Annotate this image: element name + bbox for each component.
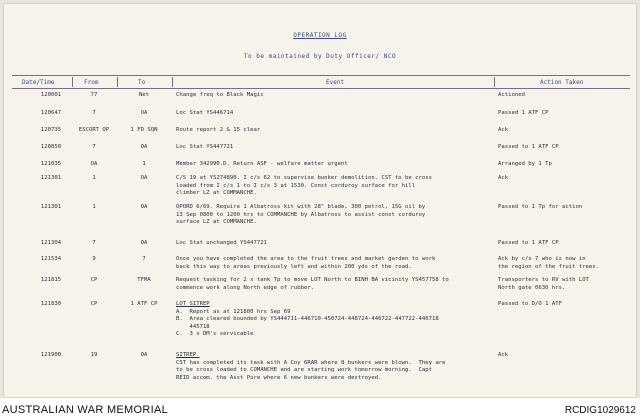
- log-to: 1 ATF CP: [130, 301, 158, 307]
- log-from: OA: [90, 161, 98, 167]
- log-datetime: 121534: [40, 256, 62, 262]
- log-to: OA: [140, 352, 148, 358]
- archive-name: AUSTRALIAN WAR MEMORIAL: [2, 404, 169, 416]
- log-datetime: 121900: [40, 352, 62, 358]
- event-line: Loc Stat unchanged YS447721: [176, 240, 267, 246]
- event-line: to be cross loaded to COMANCHE and are starting work tomorrow morning. Capt: [176, 367, 432, 374]
- log-datetime: 120647: [40, 110, 62, 116]
- log-datetime: 120001: [40, 92, 62, 98]
- page-title: OPERATION LOG: [293, 32, 347, 39]
- event-line: Loc Stat YS447721: [176, 144, 234, 150]
- column-divider: [72, 77, 73, 87]
- log-to: TFMA: [137, 277, 151, 283]
- log-from: 7: [92, 144, 96, 150]
- col-header-to: To: [138, 79, 146, 86]
- log-datetime: 121301: [40, 204, 62, 210]
- log-to: 1 FD SQN: [130, 127, 158, 133]
- col-header-action: Action Taken: [540, 79, 584, 86]
- action-line: Passed to 1 ATF CP: [498, 144, 559, 150]
- log-datetime: 121815: [40, 277, 62, 283]
- log-event: [176, 256, 496, 271]
- log-action: [498, 175, 634, 183]
- event-line: back this way to areas previously left and within 200 yds of the road.: [176, 263, 412, 270]
- archive-reference: RCDIG1029612: [564, 405, 636, 416]
- log-event: [176, 352, 496, 382]
- action-line: Passed to 1 Tp for action: [498, 204, 583, 210]
- log-to: OA: [140, 204, 148, 210]
- log-to: OA: [140, 110, 148, 116]
- action-line: Transporters to RV with LOT: [498, 277, 589, 283]
- event-line: REID accom. the Asst Pure where 6 new bunkers were destroyed.: [176, 374, 382, 381]
- log-action: [498, 144, 634, 152]
- log-datetime: 121301: [40, 175, 62, 181]
- log-datetime: 121830: [40, 301, 62, 307]
- event-line: SITREP.: [176, 352, 200, 358]
- log-event: [176, 110, 496, 118]
- event-line: 13 Sep 0800 to 1200 hrs to COMMANCHE by Albatross to assist const corduroy: [176, 211, 426, 218]
- event-line: OPORD 6/69. Require 1 Albatross kit with 28" blade, 300 petrol, 15G oil by: [176, 204, 426, 210]
- log-from: 7: [92, 110, 96, 116]
- action-line: Passed 1 ATF CP: [498, 110, 549, 116]
- log-from: 77: [90, 92, 98, 98]
- event-line: CST has completed its task with A Coy 6RAR where 8 bunkers were blown. They are: [176, 359, 446, 366]
- log-datetime: 121304: [40, 240, 62, 246]
- log-to: 1: [142, 161, 146, 167]
- log-event: [176, 204, 496, 227]
- log-action: [498, 301, 634, 309]
- action-line: Ack by c/s 7 who is now in: [498, 256, 586, 262]
- log-event: [176, 127, 496, 135]
- log-from: CP: [90, 301, 98, 307]
- col-header-event: Event: [326, 79, 345, 86]
- log-event: [176, 240, 496, 248]
- event-line: Loc Stat YS446714: [176, 110, 234, 116]
- action-line: Passed to D/O 1 ATF: [498, 301, 562, 307]
- log-event: [176, 175, 496, 198]
- event-line: B. Area cleared bounded by YS444711-446710-450724-448724-446722-447722-446718: [176, 316, 439, 323]
- log-to: Net: [138, 92, 150, 98]
- log-datetime: 120735: [40, 127, 62, 133]
- log-action: [498, 110, 634, 118]
- column-divider: [172, 77, 173, 87]
- log-event: [176, 144, 496, 152]
- event-line: loaded from I c/s 1 to I c/s 3 at 1530. Const corduroy surface for hill: [176, 182, 416, 189]
- event-line: C. 3 x DM's servicable: [176, 331, 254, 338]
- event-line: Change freq to Black Magic: [176, 92, 264, 98]
- action-line: North gate 0630 hrs.: [498, 284, 566, 291]
- log-event: [176, 301, 496, 339]
- event-line: climber LZ at COMMANCHE.: [176, 190, 257, 197]
- event-line: Once you have completed the area to the fruit trees and market garden to work: [176, 256, 436, 262]
- log-from: 1: [92, 204, 96, 210]
- log-action: [498, 161, 634, 169]
- event-line: surface LZ at COMMANCHE.: [176, 219, 257, 226]
- log-from: 9: [92, 256, 96, 262]
- header-rule-bottom: [12, 88, 630, 89]
- log-to: OA: [140, 240, 148, 246]
- event-line: Request tasking for 2 x tank Tp to move LOT North to BINH BA vicinity YS457758 to: [176, 277, 449, 283]
- log-action: [498, 277, 634, 292]
- event-line: 445718: [176, 323, 210, 330]
- column-divider: [117, 77, 118, 87]
- event-line: Route report 2 & 15 clear: [176, 127, 261, 133]
- log-to: OA: [140, 144, 148, 150]
- log-from: 1: [92, 175, 96, 181]
- page-subtitle: To be maintained by Duty Officer/ NCO: [243, 53, 397, 60]
- log-to: 7: [142, 256, 146, 262]
- log-action: [498, 127, 634, 135]
- event-line: Member 342990.D. Return ASF - welfare matter urgent: [176, 161, 348, 167]
- log-action: [498, 240, 634, 248]
- log-event: [176, 92, 496, 100]
- action-line: the region of the fruit trees.: [498, 263, 600, 270]
- log-action: [498, 352, 634, 360]
- col-header-datetime: Date/Time: [22, 79, 55, 86]
- action-line: Arranged by 1 Tp: [498, 161, 552, 167]
- action-line: Ack: [498, 352, 509, 358]
- log-action: [498, 92, 634, 100]
- log-action: [498, 204, 634, 212]
- log-datetime: 121035: [40, 161, 62, 167]
- archive-footer: [0, 398, 640, 419]
- log-from: 7: [92, 240, 96, 246]
- header-rule-top: [12, 75, 630, 76]
- col-header-from: From: [84, 79, 99, 86]
- action-line: Ack: [498, 175, 509, 181]
- event-line: A. Report as at 121800 hrs Sep 69: [176, 308, 291, 315]
- log-action: [498, 256, 634, 271]
- action-line: Passed to 1 ATF CP: [498, 240, 559, 246]
- event-line: C/S 19 at YS274890. I c/s 62 to supervise bunker demolition. CST to be cross: [176, 175, 432, 181]
- action-line: Ack: [498, 127, 509, 133]
- log-datetime: 120850: [40, 144, 62, 150]
- column-divider: [494, 77, 495, 87]
- event-line: LOT SITREP: [176, 301, 210, 307]
- action-line: Actioned: [498, 92, 525, 98]
- log-event: [176, 277, 496, 292]
- log-from: 19: [90, 352, 98, 358]
- log-to: OA: [140, 175, 148, 181]
- log-event: [176, 161, 496, 169]
- log-sheet: [4, 4, 636, 397]
- log-from: CP: [90, 277, 98, 283]
- log-from: ESCORT OP: [78, 127, 110, 133]
- event-line: commence work along North edge of rubber.: [176, 284, 315, 291]
